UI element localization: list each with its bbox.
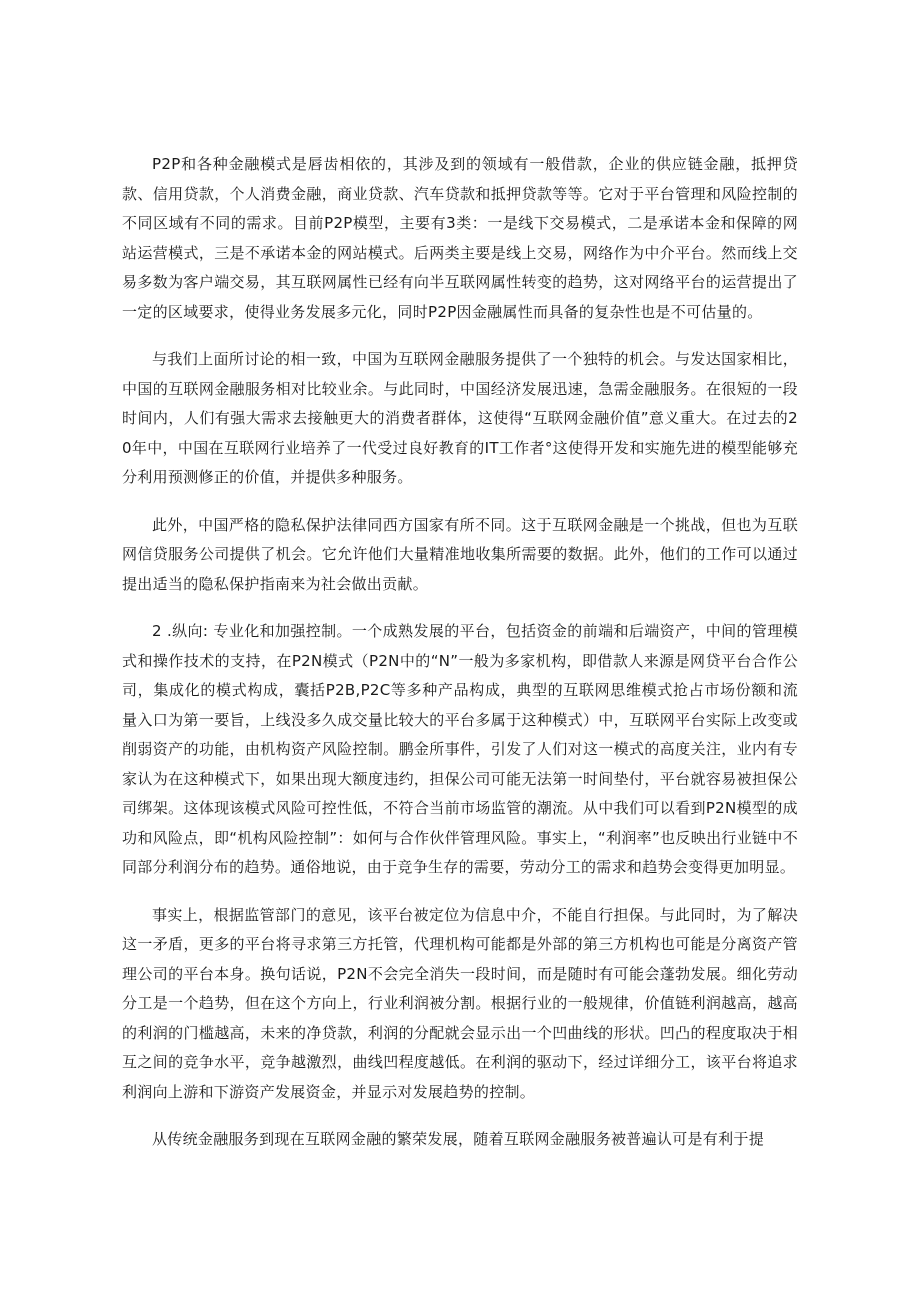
paragraph-regulation: 事实上，根据监管部门的意见，该平台被定位为信息中介，不能自行担保。与此同时，为了解决这一矛盾，更多的平台将寻求第三方托管，代理机构可能都是外部的第三方机构也可能是分离资产管理公司的平台本身。换句话说，P2N不会完全消失一段时间，而是随时有可能会蓬勃发展。细化劳动分工是一个趋势，但在这个方向上，行业利润被分割。根据行业的一般规律，价值链利润越高，越高的利润的门槛越高，未来的净贷款，利润的分配就会显示出一个凹曲线的形状。凹凸的程度取决于相互之间的竞争水平，竞争越激烈，曲线凹程度越低。在利润的驱动下，经过详细分工，该平台将追求利润向上游和下游资产发展资金，并显示对发展趋势的控制。 — [122, 905, 798, 1101]
paragraph-traditional-finance: 从传统金融服务到现在互联网金融的繁荣发展，随着互联网金融服务被普遍认可是有利于提 — [152, 1130, 765, 1148]
paragraph-privacy-law: 此外，中国严格的隐私保护法律同西方国家有所不同。这于互联网金融是一个挑战，但也为互联网信贷服务公司提供了机会。它允许他们大量精准地收集所需要的数据。此外，他们的工作可以通过提出适当的隐私保护指南来为社会做出贡献。 — [122, 515, 798, 593]
paragraph-vertical-specialization: 2 .纵向: 专业化和加强控制。一个成熟发展的平台，包括资金的前端和后端资产，中间的管理模式和操作技术的支持，在P2N模式（P2N中的“N”一般为多家机构，即借款人来源是网贷平台合作公司，集成化的模式构成，囊括P2B,P2C等多种产品构成，典型的互联网思维模式抢占市场份额和流量入口为第一要旨，上线没多久成交量比较大的平台多属于这种模式）中，互联网平台实际上改变或削弱资产的功能，由机构资产风险控制。鹏金所事件，引发了人们对这一模式的高度关注，业内有专家认为在这种模式下，如果出现大额度违约，担保公司可能无法第一时间垫付，平台就容易被担保公司绑架。这体现该模式风险可控性低，不符合当前市场监管的潮流。从中我们可以看到P2N模型的成功和风险点，即“机构风险控制”：如何与合作伙伴管理风险。事实上，“利润率”也反映出行业链中不同部分利润分布的趋势。通俗地说，由于竞争生存的需要，劳动分工的需求和趋势会变得更加明显。 — [122, 622, 798, 876]
paragraph-china-opportunity: 与我们上面所讨论的相一致，中国为互联网金融服务提供了一个独特的机会。与发达国家相比，中国的互联网金融服务相对比较业余。与此同时，中国经济发展迅速，急需金融服务。在很短的一段时间内，人们有强大需求去接触更大的消费者群体，这使得“互联网金融价值”意义重大。在过去的20年中，中国在互联网行业培养了一代受过良好教育的IT工作者°这使得开发和实施先进的模型能够充分利用预测修正的价值，并提供多种服务。 — [122, 350, 798, 486]
document-page — [122, 150, 798, 1155]
paragraph-p2p-models: P2P和各种金融模式是唇齿相依的，其涉及到的领域有一般借款，企业的供应链金融，抵押贷款、信用贷款，个人消费金融，商业贷款、汽车贷款和抵押贷款等等。它对于平台管理和风险控制的不同区域有不同的需求。目前P2P模型，主要有3类：一是线下交易模式，二是承诺本金和保障的网站运营模式，三是不承诺本金的网站模式。后两类主要是线上交易，网络作为中介平台。然而线上交易多数为客户端交易，其互联网属性已经有向半互联网属性转变的趋势，这对网络平台的运营提出了一定的区域要求，使得业务发展多元化，同时P2P因金融属性而具备的复杂性也是不可估量的。 — [122, 155, 798, 321]
